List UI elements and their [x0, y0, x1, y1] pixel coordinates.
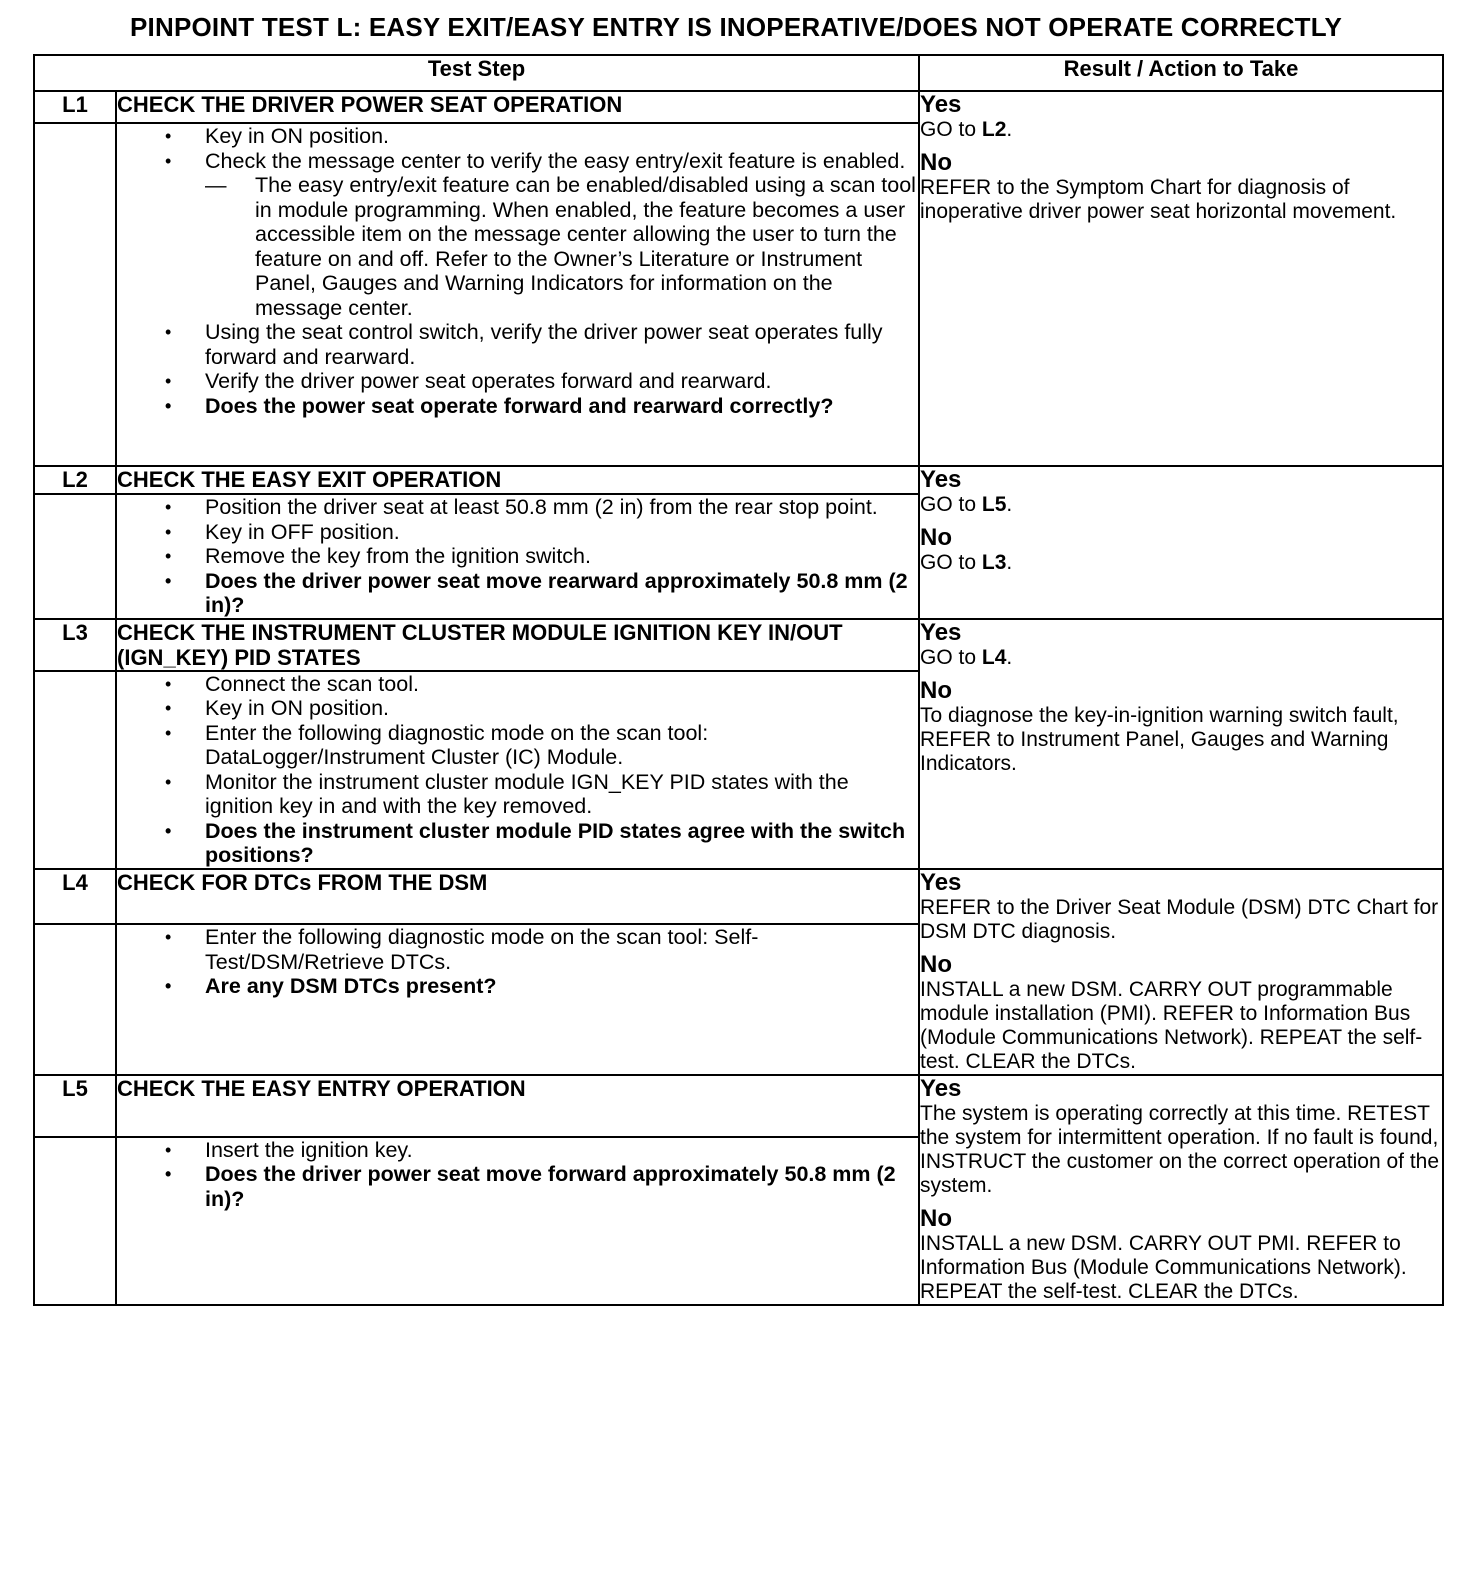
- no-label: No: [920, 524, 953, 551]
- no-label: No: [920, 1204, 953, 1232]
- yes-action: The system is operating correctly at this time. RETEST the system for intermittent operation. If no fault is found, INSTRUCT the customer on the correct operation of the system.: [920, 1101, 1440, 1197]
- yes-action: GO to L5.: [920, 493, 1013, 516]
- list-item: • Using the seat control switch, verify the driver power seat operates fully forward and rearward.: [205, 320, 918, 369]
- list-item: • Connect the scan tool.: [205, 672, 918, 697]
- pinpoint-test-table: [33, 54, 1444, 1306]
- step-L3-result: [919, 619, 1443, 869]
- yes-label: Yes: [920, 466, 962, 493]
- step-L2-result: [919, 466, 1443, 619]
- page-title: PINPOINT TEST L: EASY EXIT/EASY ENTRY IS INOPERATIVE/DOES NOT OPERATE CORRECTLY: [130, 12, 1342, 42]
- step-L1-title-row: [34, 91, 1443, 123]
- step-L2-body: [116, 494, 919, 619]
- step-question: • Does the instrument cluster module PID states agree with the switch positions?: [205, 819, 918, 868]
- step-L5-title-row: [34, 1075, 1443, 1137]
- step-question: • Does the driver power seat move forward approximately 50.8 mm (2 in)?: [205, 1162, 918, 1211]
- no-action: INSTALL a new DSM. CARRY OUT PMI. REFER to Information Bus (Module Communications Network). REPEAT the self-test. CLEAR the DTCs.: [920, 1231, 1407, 1303]
- step-L1-body: [116, 123, 919, 466]
- step-L3-title-row: [34, 619, 1443, 671]
- yes-label: Yes: [920, 618, 962, 646]
- yes-label: Yes: [920, 1074, 962, 1102]
- step-L4-result: [919, 869, 1443, 1075]
- yes-label: Yes: [920, 868, 962, 896]
- sub-note: — The easy entry/exit feature can be enabled/disabled using a scan tool in module programming. When enabled, the feature becomes a user accessible item on the message center allowing the user to turn the feature on and off. Refer to the Owner’s Literature or Instrument Panel, Gauges and Warning Indicators for information on the message center.: [205, 173, 916, 320]
- step-id: L1: [34, 91, 116, 123]
- list-item: • Monitor the instrument cluster module IGN_KEY PID states with the ignition key in and with the key removed.: [205, 770, 918, 819]
- list-item: • Enter the following diagnostic mode on the scan tool: DataLogger/Instrument Cluster (IC) Module.: [205, 721, 918, 770]
- no-label: No: [920, 676, 953, 704]
- list-item: • Enter the following diagnostic mode on the scan tool: Self-Test/DSM/Retrieve DTCs.: [205, 925, 918, 974]
- table-header-row: [34, 55, 1443, 91]
- step-title: CHECK THE INSTRUMENT CLUSTER MODULE IGNITION KEY IN/OUT (IGN_KEY) PID STATES: [116, 619, 919, 671]
- step-title: CHECK THE EASY ENTRY OPERATION: [116, 1075, 919, 1137]
- no-action: REFER to the Symptom Chart for diagnosis of inoperative driver power seat horizontal movement.: [920, 176, 1397, 223]
- step-L1-result: [919, 91, 1443, 466]
- step-L5-result: [919, 1075, 1443, 1305]
- yes-label: Yes: [920, 91, 962, 118]
- header-test-step: Test Step: [34, 55, 919, 91]
- list-item: • Remove the key from the ignition switch.: [205, 544, 918, 569]
- step-title: CHECK THE EASY EXIT OPERATION: [116, 466, 919, 494]
- step-L4-title-row: [34, 869, 1443, 925]
- step-question: • Are any DSM DTCs present?: [205, 974, 918, 999]
- no-action: GO to L3.: [920, 551, 1013, 574]
- list-item: • Verify the driver power seat operates forward and rearward.: [205, 369, 918, 394]
- step-question: • Does the power seat operate forward and rearward correctly?: [205, 394, 918, 419]
- list-item: • Position the driver seat at least 50.8 mm (2 in) from the rear stop point.: [205, 495, 918, 520]
- yes-action: REFER to the Driver Seat Module (DSM) DTC Chart for DSM DTC diagnosis.: [920, 895, 1439, 943]
- header-result-action: Result / Action to Take: [919, 55, 1443, 91]
- list-item: • Check the message center to verify the easy entry/exit feature is enabled. — The easy entry/exit feature can be enabled/disabled using a scan tool in module programming. When enabled, the feature becomes a user accessible item on the message center allowing the user to turn the feature on and off. Refer to the Owner’s Literature or Instrument Panel, Gauges and Warning Indicators for information on the message center.: [205, 149, 918, 321]
- yes-action: GO to L2.: [920, 118, 1013, 141]
- step-id: L2: [34, 466, 116, 494]
- step-L3-body: [116, 671, 919, 869]
- no-action: INSTALL a new DSM. CARRY OUT programmable module installation (PMI). REFER to Information Bus (Module Communications Network). REPEAT the self-test. CLEAR the DTCs.: [920, 977, 1423, 1073]
- no-action: To diagnose the key-in-ignition warning switch fault, REFER to Instrument Panel, Gauges and Warning Indicators.: [920, 703, 1399, 775]
- no-label: No: [920, 149, 953, 176]
- step-title: CHECK THE DRIVER POWER SEAT OPERATION: [116, 91, 919, 123]
- step-id: L5: [34, 1075, 116, 1137]
- step-question: • Does the driver power seat move rearward approximately 50.8 mm (2 in)?: [205, 569, 918, 618]
- step-title: CHECK FOR DTCs FROM THE DSM: [116, 869, 919, 925]
- list-item: • Key in OFF position.: [205, 520, 918, 545]
- yes-action: GO to L4.: [920, 645, 1013, 669]
- step-id: L4: [34, 869, 116, 925]
- step-id: L3: [34, 619, 116, 671]
- list-item: • Key in ON position.: [205, 696, 918, 721]
- list-item: • Key in ON position.: [205, 124, 918, 149]
- step-L5-body: [116, 1137, 919, 1305]
- step-L4-body: [116, 924, 919, 1074]
- step-L2-title-row: [34, 466, 1443, 494]
- no-label: No: [920, 950, 953, 978]
- list-item: • Insert the ignition key.: [205, 1138, 918, 1163]
